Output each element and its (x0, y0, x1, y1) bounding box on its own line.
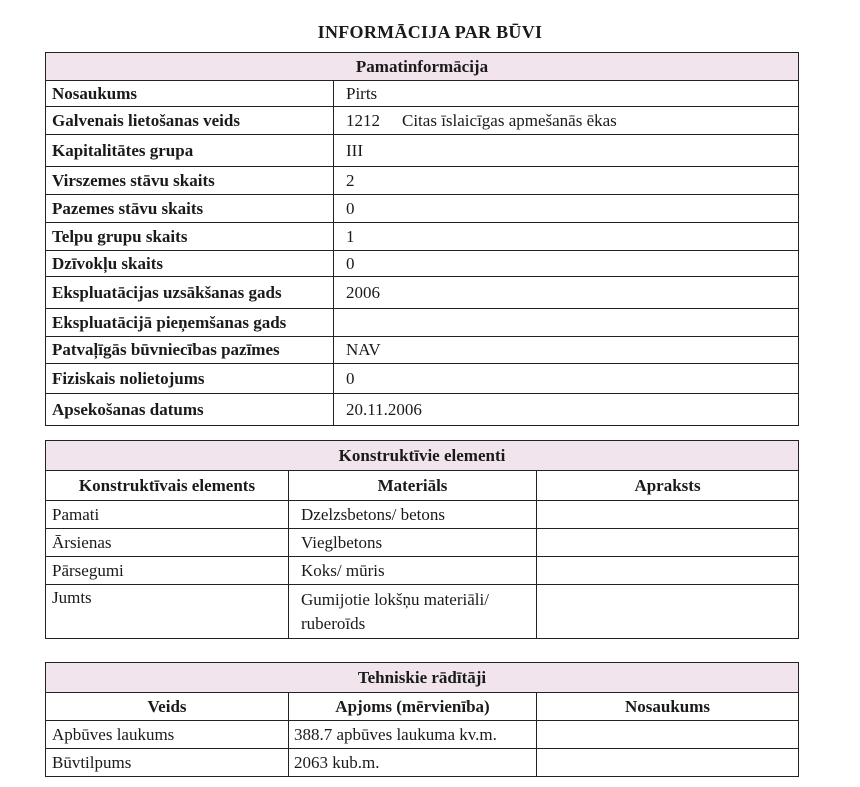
row-value: Pirts (334, 81, 799, 107)
structural-elements-table (45, 440, 799, 639)
row-label: Telpu grupu skaits (46, 223, 334, 251)
column-header: Veids (46, 693, 289, 721)
table-row (46, 135, 799, 167)
description-cell (537, 585, 799, 639)
table-row (46, 337, 799, 364)
row-label: Nosaukums (46, 81, 334, 107)
table-row (46, 277, 799, 309)
table-row (46, 585, 799, 639)
basic-info-table (45, 52, 799, 426)
material-cell: Dzelzsbetons/ betons (289, 501, 537, 529)
amount-cell: 388.7 apbūves laukuma kv.m. (289, 721, 537, 749)
technical-indicators-header: Tehniskie rādītāji (46, 663, 799, 693)
table-row (46, 309, 799, 337)
row-label: Virszemes stāvu skaits (46, 167, 334, 195)
row-value: 0 (334, 364, 799, 394)
row-value: 0 (334, 195, 799, 223)
row-label: Kapitalitātes grupa (46, 135, 334, 167)
column-header: Apraksts (537, 471, 799, 501)
row-label: Galvenais lietošanas veids (46, 107, 334, 135)
description-cell (537, 557, 799, 585)
element-cell: Jumts (46, 585, 289, 639)
name-cell (537, 721, 799, 749)
type-cell: Būvtilpums (46, 749, 289, 777)
column-header: Materiāls (289, 471, 537, 501)
material-cell: Gumijotie lokšņu materiāli/ ruberoīds (289, 585, 537, 639)
row-value (334, 107, 799, 135)
row-value: 1 (334, 223, 799, 251)
table-row (46, 557, 799, 585)
row-value: 2 (334, 167, 799, 195)
description-cell (537, 529, 799, 557)
row-value: NAV (334, 337, 799, 364)
row-label: Pazemes stāvu skaits (46, 195, 334, 223)
element-cell: Ārsienas (46, 529, 289, 557)
usage-name: Citas īslaicīgas apmešanās ēkas (402, 110, 617, 130)
row-label: Ekspluatācijā pieņemšanas gads (46, 309, 334, 337)
element-cell: Pārsegumi (46, 557, 289, 585)
table-row (46, 501, 799, 529)
element-cell: Pamati (46, 501, 289, 529)
table-row (46, 394, 799, 426)
row-value: 0 (334, 251, 799, 277)
row-label: Dzīvokļu skaits (46, 251, 334, 277)
table-row (46, 195, 799, 223)
column-header: Nosaukums (537, 693, 799, 721)
row-value (334, 309, 799, 337)
material-cell: Koks/ mūris (289, 557, 537, 585)
row-label: Ekspluatācijas uzsākšanas gads (46, 277, 334, 309)
row-value: III (334, 135, 799, 167)
basic-info-header: Pamatinformācija (46, 53, 799, 81)
row-label: Patvaļīgās būvniecības pazīmes (46, 337, 334, 364)
page-title: INFORMĀCIJA PAR BŪVI (317, 22, 543, 42)
table-row (46, 364, 799, 394)
structural-elements-header: Konstruktīvie elementi (46, 441, 799, 471)
technical-indicators-table (45, 662, 799, 777)
row-label: Fiziskais nolietojums (46, 364, 334, 394)
table-row (46, 223, 799, 251)
column-header: Konstruktīvais elements (46, 471, 289, 501)
row-label: Apsekošanas datums (46, 394, 334, 426)
table-row (46, 167, 799, 195)
description-cell (537, 501, 799, 529)
name-cell (537, 749, 799, 777)
type-cell: Apbūves laukums (46, 721, 289, 749)
table-row (46, 721, 799, 749)
row-value: 2006 (334, 277, 799, 309)
row-value: 20.11.2006 (334, 394, 799, 426)
table-row (46, 107, 799, 135)
table-row (46, 529, 799, 557)
table-row (46, 81, 799, 107)
table-row (46, 749, 799, 777)
usage-code: 1212 (346, 110, 380, 130)
amount-cell: 2063 kub.m. (289, 749, 537, 777)
table-row (46, 251, 799, 277)
material-cell: Vieglbetons (289, 529, 537, 557)
column-header: Apjoms (mērvienība) (289, 693, 537, 721)
